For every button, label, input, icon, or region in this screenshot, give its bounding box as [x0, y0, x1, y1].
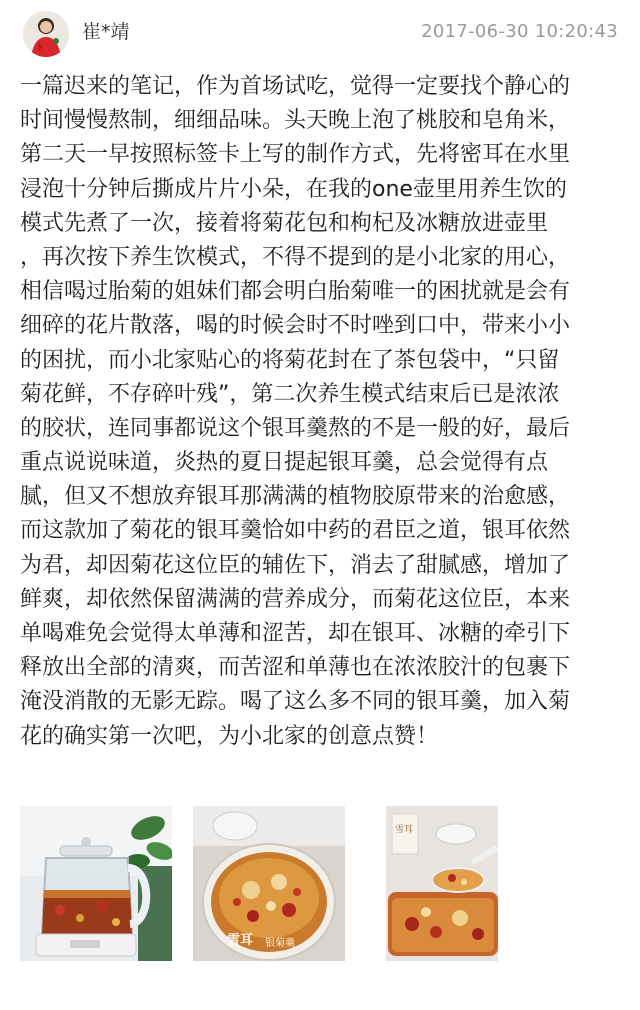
- photo-caption: 雪耳: [227, 933, 254, 948]
- post-line: 模式先煮了一次，接着将菊花包和枸杞及冰糖放进壶里: [20, 210, 549, 236]
- post-line: 腻，但又不想放弃银耳那满满的植物胶原带来的治愈感，: [20, 484, 571, 510]
- avatar-image: [23, 11, 69, 57]
- post-header: [0, 0, 640, 64]
- post-line: 重点说说味道，炎热的夏日提起银耳羹，总会觉得有点: [20, 450, 549, 476]
- post-line: ，再次按下养生饮模式，不得不提到的是小北家的用心，: [20, 244, 571, 270]
- post-line: 淹没消散的无影无踪。喝了这么多不同的银耳羹，加入菊: [20, 689, 571, 715]
- photo-caption-small: 银菊羹: [265, 938, 295, 949]
- post-line: 菊花鲜，不存碎叶残”，第二次养生模式结束后已是浓浓: [20, 381, 560, 407]
- post-line: 相信喝过胎菊的姐妹们都会明白胎菊唯一的困扰就是会有: [20, 279, 571, 305]
- photo-badge: 雪耳: [395, 825, 414, 835]
- post-timestamp: 2017-06-30 10:20:43: [421, 21, 618, 42]
- soup-bowl-photo[interactable]: [193, 806, 345, 961]
- post-text: [20, 70, 624, 754]
- post-line: 第二天一早按照标签卡上写的制作方式，先将密耳在水里: [20, 142, 571, 168]
- photo-gallery: [20, 806, 620, 961]
- post-line: 释放出全部的清爽，而苦涩和单薄也在浓浓胶汁的包裹下: [20, 655, 571, 681]
- post-line: 鲜爽，却依然保留满满的营养成分，而菊花这位臣，本来: [20, 586, 571, 612]
- post-line: 细碎的花片散落，喝的时候会时不时唑到口中，带来小小: [20, 313, 571, 339]
- post-line: 单喝难免会觉得太单薄和涩苦，却在银耳、冰糖的牵引下: [20, 621, 571, 646]
- post-line: 为君，却因菊花这位臣的辅佐下，消去了甜腻感，增加了: [20, 552, 571, 578]
- post-line: 花的确实第一次吧，为小北家的创意点赞！: [20, 723, 439, 749]
- soup-spoon-photo[interactable]: [386, 806, 538, 961]
- avatar[interactable]: [23, 11, 69, 57]
- post-line: 时间慢慢熬制，细细品味。头天晚上泡了桃胶和皂角米，: [20, 108, 571, 134]
- post-line: 的胶状，连同事都说这个银耳羹熬的不是一般的好，最后: [20, 415, 571, 441]
- post-line: 浸泡十分钟后撕成片片小朵，在我的one壶里用养生饮的: [20, 176, 567, 202]
- post-line: 一篇迟来的笔记，作为首场试吃，觉得一定要找个静心的: [20, 74, 571, 99]
- post-line: 的困扰，而小北家贴心的将菊花封在了茶包袋中，“只留: [20, 347, 560, 373]
- post-line: 而这款加了菊花的银耳羹恰如中药的君臣之道，银耳依然: [20, 518, 571, 544]
- username[interactable]: 崔*靖: [82, 21, 130, 43]
- kettle-photo[interactable]: [20, 806, 172, 961]
